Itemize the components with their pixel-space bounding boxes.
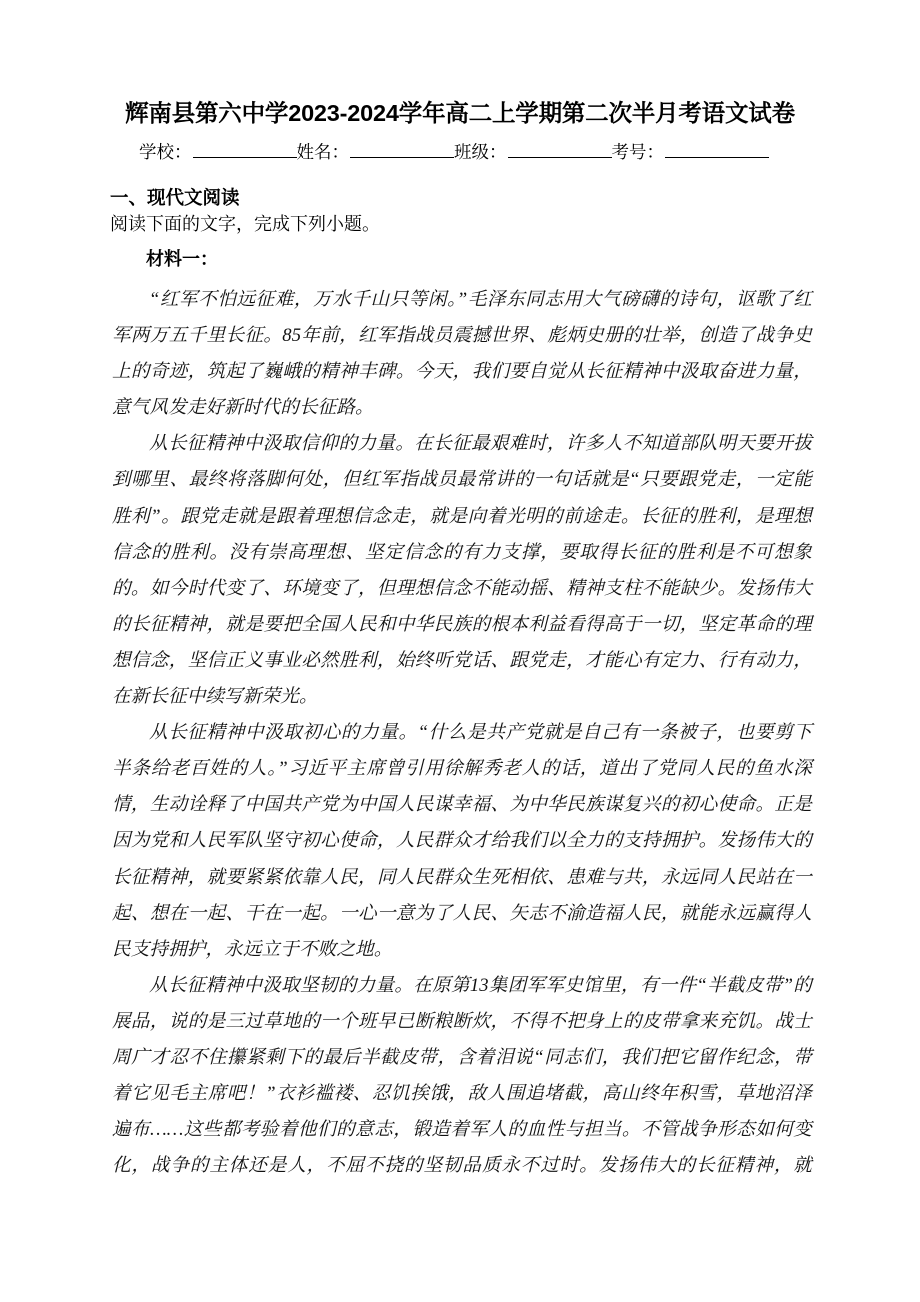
passage-paragraph: 从长征精神中汲取坚韧的力量。在原第13集团军军史馆里，有一件“半截皮带”的展品，说的是三过草地的一个班早已断粮断炊，不得不把身上的皮带拿来充饥。战士周广才忍不住攥紧剩下的最后半截皮带，含着泪说“同志们，我们把它留作纪念，带着它见毛主席吧！”衣衫褴褛、忍饥挨饿，敌人围追堵截，高山终年积雪，草地沼泽遍布……这些都考验着他们的意志，锻造着军人的血性与担当。不管战争形态如何变化，战争的主体还是人，不屈不挠的坚韧品质永不过时。发扬伟大的长征精神，就 — [112, 974, 812, 1177]
passage-paragraph: 从长征精神中汲取初心的力量。“什么是共产党就是自己有一条被子，也要剪下半条给老百姓的人。”习近平主席曾引用徐解秀老人的话，道出了党同人民的鱼水深情，生动诠释了中国共产党为中国人民谋幸福、为中华民族谋复兴的初心使命。正是因为党和人民军队坚守初心使命，人民群众才给我们以全力的支持拥护。发扬伟大的长征精神，就要紧紧依靠人民，同人民群众生死相依、患难与共，永远同人民站在一起、想在一起、干在一起。一心一意为了人民、矢志不渝造福人民，就能永远赢得人民支持拥护，永远立于不败之地。 — [112, 722, 812, 960]
school-field[interactable] — [139, 143, 297, 163]
passage-paragraph: “红军不怕远征难，万水千山只等闲。”毛泽东同志用大气磅礴的诗句，讴歌了红军两万五千里长征。85年前，红军指战员震撼世界、彪炳史册的壮举，创造了战争史上的奇迹，筑起了巍峨的精神丰碑。今天，我们要自觉从长征精神中汲取奋进力量，意气风发走好新时代的长征路。 — [112, 289, 812, 419]
class-blank[interactable] — [508, 142, 612, 158]
name-blank[interactable] — [350, 142, 454, 158]
passage-paragraph: 从长征精神中汲取信仰的力量。在长征最艰难时，许多人不知道部队明天要开拔到哪里、最终将落脚何处，但红军指战员最常讲的一句话就是“只要跟党走，一定能胜利”。跟党走就是跟着理想信念走，就是向着光明的前途走。长征的胜利，是理想信念的胜利。没有崇高理想、坚定信念的有力支撑，要取得长征的胜利是不可想象的。如今时代变了、环境变了，但理想信念不能动摇、精神支柱不能缺少。发扬伟大的长征精神，就是要把全国人民和中华民族的根本利益看得高于一切，坚定革命的理想信念，坚信正义事业必然胜利，始终听党话、跟党走，才能心有定力、行有动力，在新长征中续写新荣光。 — [112, 433, 812, 708]
exam-no-field[interactable] — [612, 143, 770, 163]
page-title: 辉南县第六中学2023-2024学年高二上学期第二次半月考语文试卷 — [125, 100, 795, 126]
school-label: 学校： — [139, 143, 192, 163]
section-instruction: 阅读下面的文字，完成下列小题。 — [110, 214, 380, 235]
class-field[interactable] — [454, 143, 612, 163]
material-label: 材料一： — [146, 249, 218, 269]
school-blank[interactable] — [193, 142, 297, 158]
section-heading-modern-reading: 一、现代文阅读 — [110, 187, 240, 208]
name-label: 姓名： — [296, 143, 349, 163]
exam-no-label: 考号： — [611, 143, 664, 163]
name-field[interactable] — [297, 143, 455, 163]
student-identity-line — [139, 140, 839, 166]
title-block — [0, 98, 920, 128]
class-label: 班级： — [454, 143, 507, 163]
exam-no-blank[interactable] — [665, 142, 769, 158]
passage-body — [112, 282, 812, 1184]
